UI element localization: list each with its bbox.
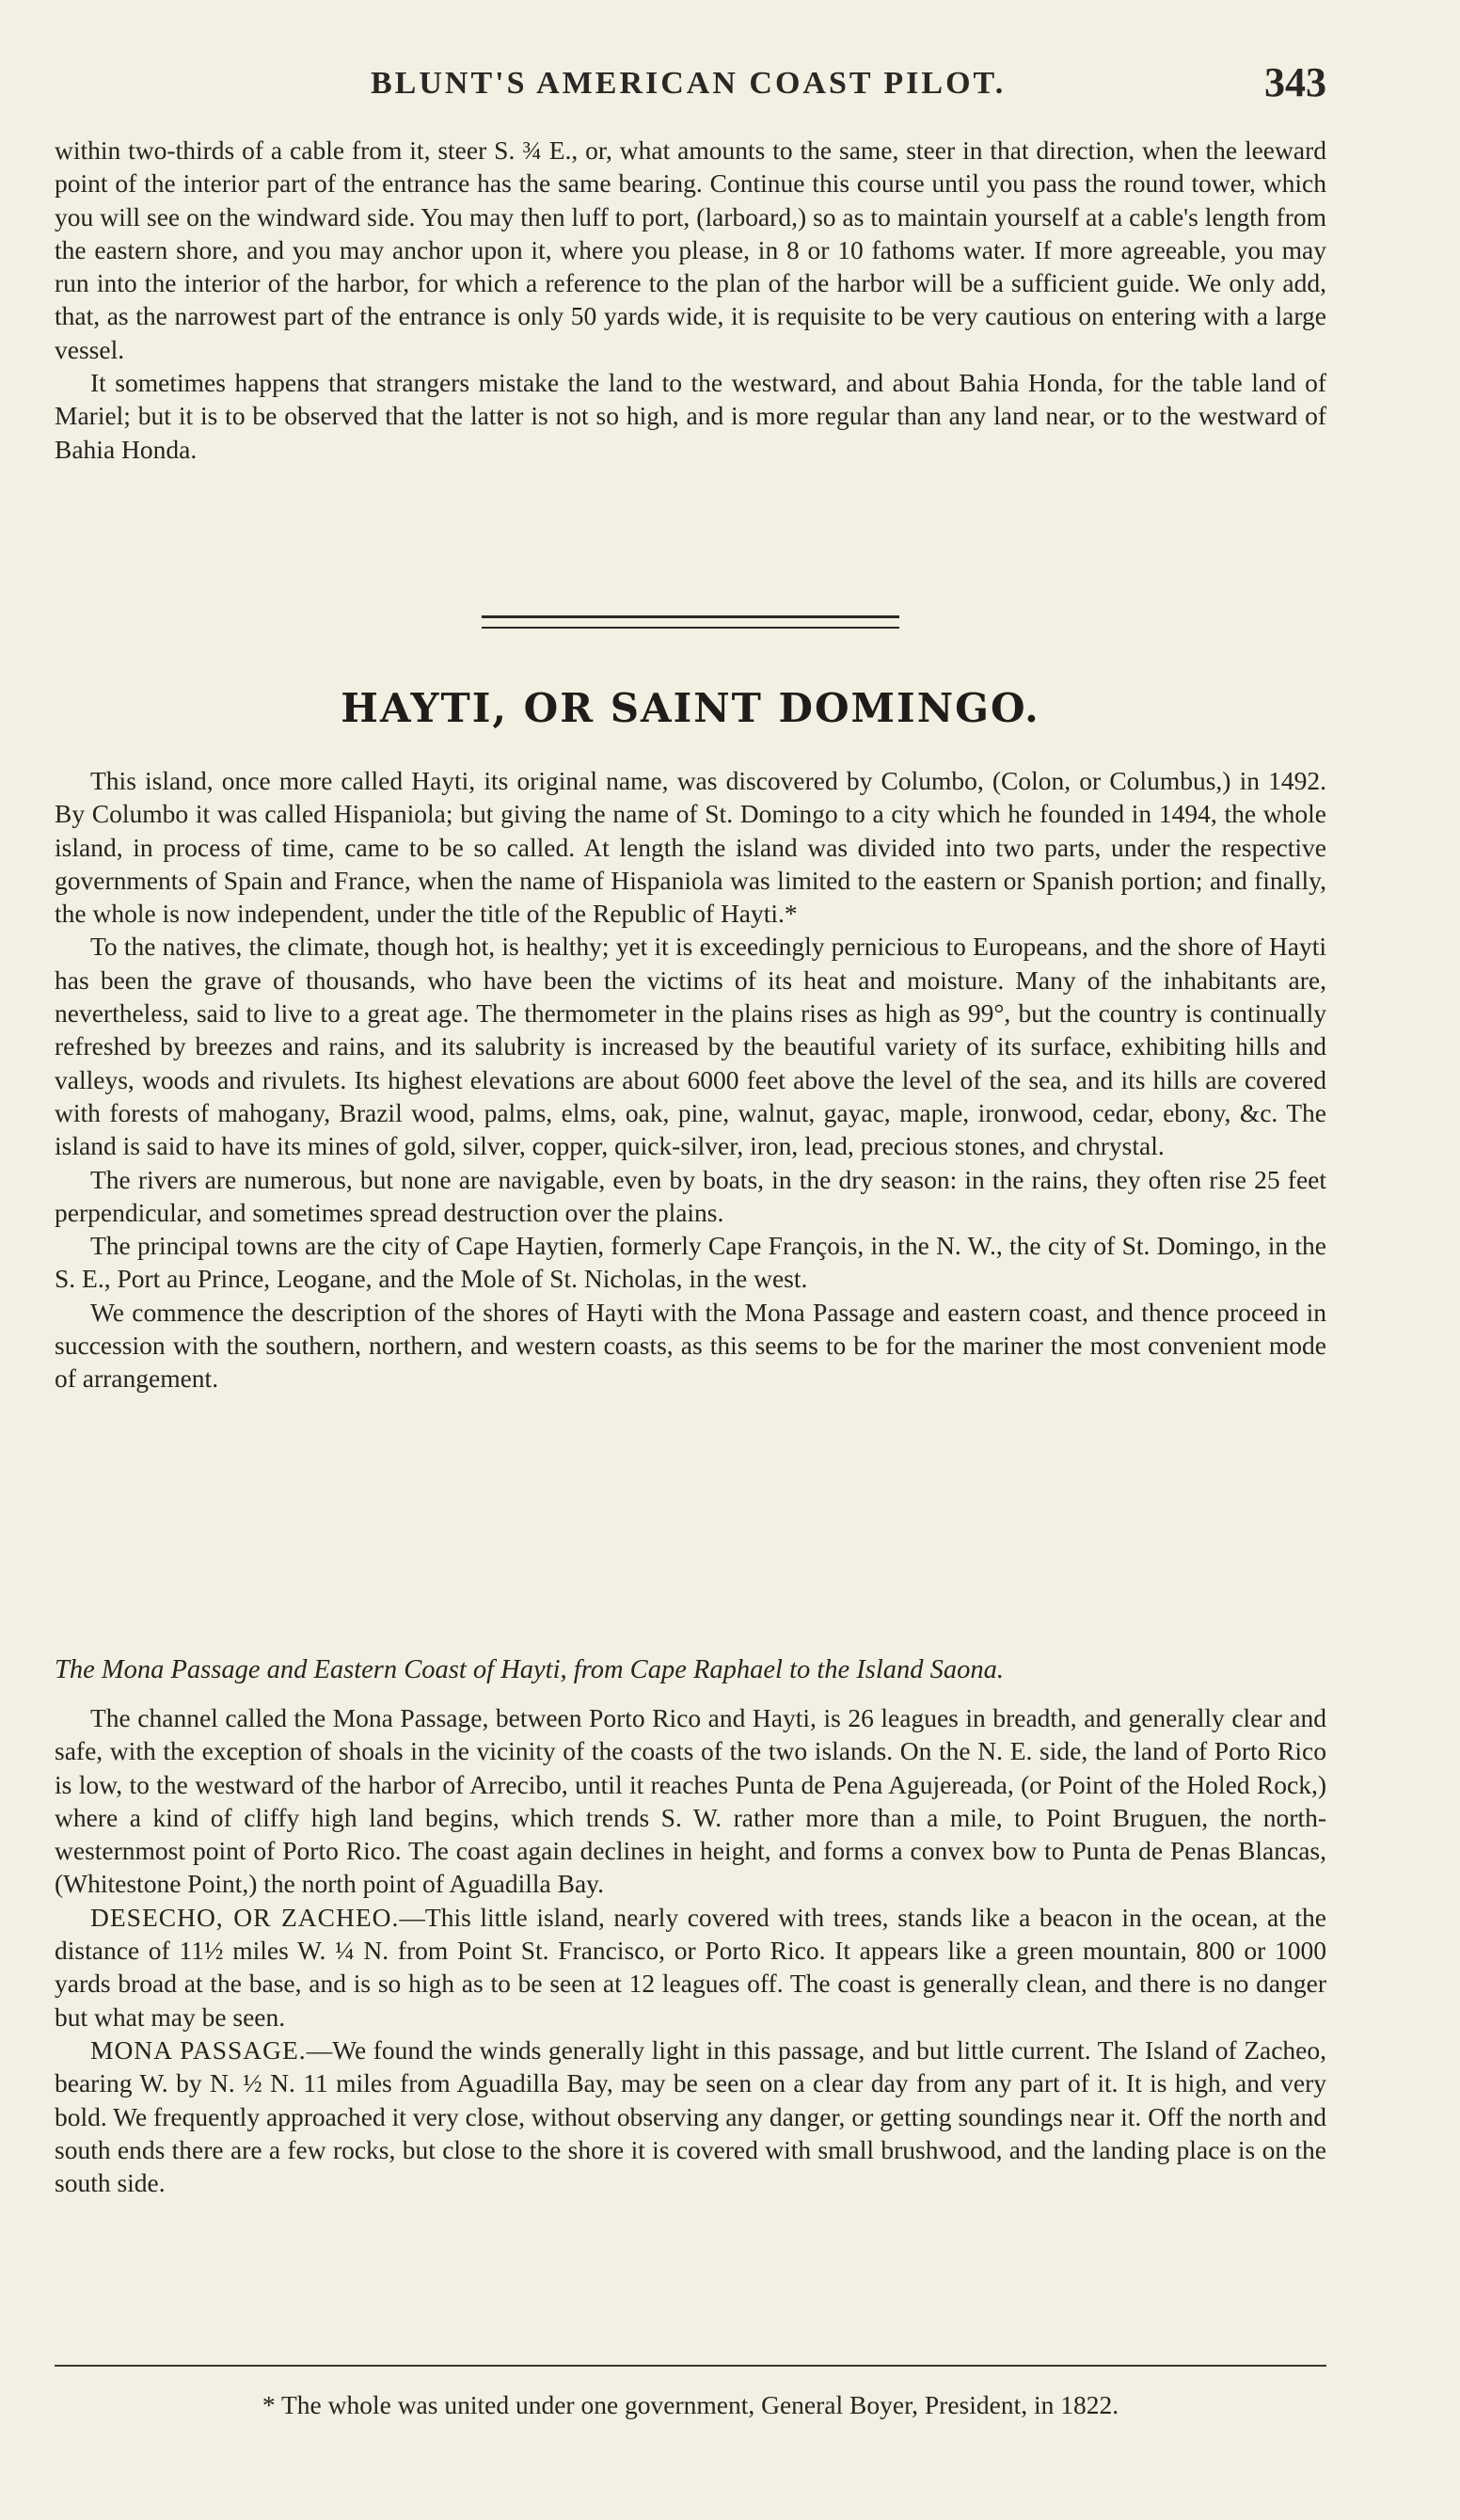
intro-paragraph-1: within two-thirds of a cable from it, steer S. ¾ E., or, what amounts to the same, steer in that direction, when the leeward point of the interior part of the entrance has the same bearing. Continue this course until you pass the round tower, which you will see on the windward side. You may then luff to port, (larboard,) so as to maintain yourself at a cable's length from the eastern shore, and you may anchor upon it, where you please, in 8 or 10 fathoms water. If more agreeable, you may run into the interior of the harbor, for which a reference to the plan of the harbor will be a sufficient guide. We only add, that, as the narrowest part of the entrance is only 50 yards wide, it is requisite to be very cautious on entering with a large vessel.	[55, 136, 1326, 364]
footnote: * The whole was united under one government, General Boyer, President, in 1822.	[262, 2390, 1119, 2419]
section-heading: HAYTI, OR SAINT DOMINGO.	[341, 685, 1040, 731]
section-paragraph-4: The principal towns are the city of Cape Haytien, formerly Cape François, in the N. W., the city of St. Domingo, in the S. E., Port au Prince, Leogane, and the Mole of St. Nicholas, in the west.	[55, 1231, 1326, 1294]
section-paragraph-3: The rivers are numerous, but none are navigable, even by boats, in the dry season: in the rains, they often rise 25 feet perpendicular, and sometimes spread destruction over the plains.	[55, 1164, 1326, 1227]
mona-paragraph-3	[55, 2034, 1326, 2199]
footnote-rule	[55, 2365, 1326, 2367]
section-paragraph-2: To the natives, the climate, though hot, is healthy; yet it is exceedingly pernicious to Europeans, and the shore of Hayti has been the grave of thousands, who have been the victims of its heat and moisture. Many of the inhabitants are, nevertheless, said to live to a great age. The thermometer in the plains rises as high as 99°, but the country is continually refreshed by breezes and rains, and its salubrity is increased by the beautiful variety of its surface, exhibiting hills and valleys, woods and rivulets. Its highest elevations are about 6000 feet above the level of the sea, and its hills are covered with forests of mahogany, Brazil wood, palms, elms, oak, pine, walnut, gayac, maple, ironwood, cedar, ebony, &c. The island is said to have its mines of gold, silver, copper, quick-silver, iron, lead, precious stones, and chrystal.	[55, 932, 1326, 1161]
mona-paragraph-1: The channel called the Mona Passage, between Porto Rico and Hayti, is 26 leagues in breadth, and generally clear and safe, with the exception of shoals in the vicinity of the coasts of the two islands. On the N. E. side, the land of Porto Rico is low, to the westward of the harbor of Arrecibo, until it reaches Punta de Pena Agujereada, (or Point of the Holed Rock,) where a kind of cliffy high land begins, which trends S. W. rather more than a mile, to Point Bruguen, the north-westernmost point of Porto Rico. The coast again declines in height, and forms a convex bow to Punta de Penas Blancas, (Whitestone Point,) the north point of Aguadilla Bay.	[55, 1703, 1326, 1899]
section-divider	[482, 615, 899, 629]
page-number: 343	[1264, 59, 1326, 105]
mona-passage-text: —We found the winds generally light in this passage, and but little current. The Island of Zacheo, bearing W. by N. ½ N. 11 miles from Aguadilla Bay, may be seen on a clear day from any part of it. It is high, and very bold. We frequently approached it very close, without observing any danger, or getting soundings near it. Off the north and south ends there are a few rocks, but close to the shore it is covered with small brushwood, and the landing place is on the south side.	[55, 2034, 1326, 2198]
section-paragraph-5: We commence the description of the shores of Hayti with the Mona Passage and eastern coast, and thence proceed in succession with the southern, northern, and western coasts, as this seems to be for the mariner the most convenient mode of arrangement.	[55, 1297, 1326, 1394]
desecho-text: —This little island, nearly covered with trees, stands like a beacon in the ocean, at the distance of 11½ miles W. ¼ N. from Point St. Francisco, or Porto Rico. It appears like a green mountain, 800 or 1000 yards broad at the base, and is so high as to be seen at 12 leagues off. The coast is generally clean, and there is no danger but what may be seen.	[55, 1902, 1327, 2032]
intro-paragraph-2: It sometimes happens that strangers mistake the land to the westward, and about Bahia Honda, for the table land of Mariel; but it is to be observed that the latter is not so high, and is more regular than any land near, or to the westward of Bahia Honda.	[55, 368, 1326, 464]
section-body	[55, 764, 1326, 1396]
intro-text	[55, 134, 1326, 466]
desecho-lead: DESECHO, OR ZACHEO.	[90, 1902, 400, 1932]
section-paragraph-1: This island, once more called Hayti, its original name, was discovered by Columbo, (Colon, or Columbus,) in 1492. By Columbo it was called Hispaniola; but giving the name of St. Domingo to a city which he founded in 1494, the whole island, in process of time, came to be so called. At length the island was divided into two parts, under the respective governments of Spain and France, when the name of Hispaniola was limited to the eastern or Spanish portion; and finally, the whole is now independent, under the title of the Republic of Hayti.*	[55, 766, 1326, 929]
mona-paragraph-2	[55, 1901, 1326, 2034]
mona-subheading: The Mona Passage and Eastern Coast of Hayti, from Cape Raphael to the Island Saona.	[55, 1655, 1005, 1684]
mona-body	[55, 1701, 1326, 2199]
running-head	[55, 58, 1326, 115]
running-title: BLUNT'S AMERICAN COAST PILOT.	[371, 66, 1007, 101]
mona-passage-lead: MONA PASSAGE.	[90, 2034, 307, 2065]
